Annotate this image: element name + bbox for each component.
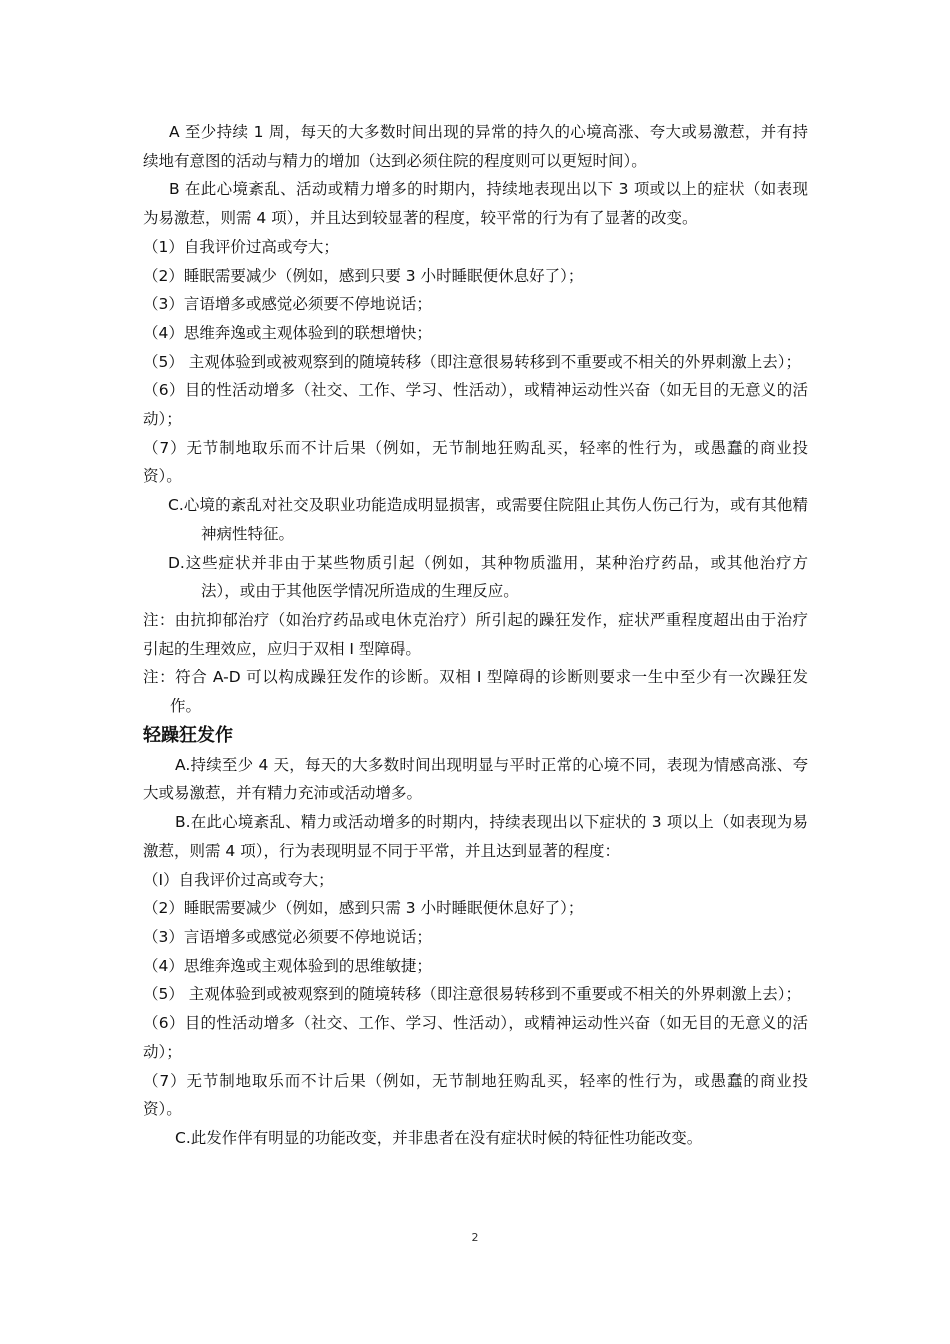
criterion-b: B.在此心境紊乱、精力或活动增多的时期内，持续表现出以下症状的 3 项以上（如表现为易激惹，则需 4 项），行为表现明显不同于平常，并且达到显著的程度： — [143, 813, 808, 860]
criterion-a: A.持续至少 4 天，每天的大多数时间出现明显与平时正常的心境不同，表现为情感高涨、夸大或易激惹，并有精力充沛或活动增多。 — [143, 755, 808, 803]
page-number: 2 — [471, 1231, 479, 1244]
symptom-item: （7）无节制地取乐而不计后果（例如，无节制地狂购乱买，轻率的性行为，或愚蠢的商业投资）。 — [143, 438, 808, 486]
criterion-b: B 在此心境紊乱、活动或精力增多的时期内，持续地表现出以下 3 项或以上的症状（如表现为易激惹，则需 4 项），并且达到较显著的程度，较平常的行为有了显著的改变。 — [143, 180, 808, 228]
symptom-item: （5） 主观体验到或被观察到的随境转移（即注意很易转移到不重要或不相关的外界刺激上去）； — [143, 985, 802, 1004]
symptom-item: （3）言语增多或感觉必须要不停地说话； — [143, 295, 432, 314]
symptom-item: （5） 主观体验到或被观察到的随境转移（即注意很易转移到不重要或不相关的外界刺激上去）； — [143, 352, 802, 371]
symptom-item: （4）思维奔逸或主观体验到的思维敏捷； — [143, 956, 432, 975]
note: 注：由抗抑郁治疗（如治疗药品或电休克治疗）所引起的躁狂发作，症状严重程度超出由于治疗引起的生理效应，应归于双相 I 型障碍。 — [143, 610, 808, 658]
symptom-item: （3）言语增多或感觉必须要不停地说话； — [143, 927, 432, 946]
symptom-item: （7）无节制地取乐而不计后果（例如，无节制地狂购乱买，轻率的性行为，或愚蠢的商业投资）。 — [143, 1071, 808, 1119]
symptom-item: （4）思维奔逸或主观体验到的联想增快； — [143, 323, 432, 342]
criterion-a: A 至少持续 1 周，每天的大多数时间出现的异常的持久的心境高涨、夸大或易激惹，并有持续地有意图的活动与精力的增加（达到必须住院的程度则可以更短时间）。 — [143, 123, 808, 170]
symptom-item: （1）自我评价过高或夸大； — [143, 237, 339, 256]
criterion-c: C.心境的紊乱对社交及职业功能造成明显损害，或需要住院阻止其伤人伤己行为，或有其他精神病性特征。 — [168, 496, 808, 543]
symptom-item: （2）睡眠需要减少（例如，感到只需 3 小时睡眠便休息好了）； — [143, 899, 584, 918]
note: 注：符合 A-D 可以构成躁狂发作的诊断。双相 I 型障碍的诊断则要求一生中至少有一次躁狂发作。 — [143, 668, 808, 716]
criterion-d: D.这些症状并非由于某些物质引起（例如，其种物质滥用，某种治疗药品，或其他治疗方法），或由于其他医学情况所造成的生理反应。 — [168, 553, 808, 601]
criterion-c: C.此发作伴有明显的功能改变，并非患者在没有症状时候的特征性功能改变。 — [175, 1128, 703, 1147]
document-body — [143, 118, 808, 1153]
symptom-item: （2）睡眠需要减少（例如，感到只要 3 小时睡眠便休息好了）； — [143, 266, 584, 285]
symptom-item: （6）目的性活动增多（社交、工作、学习、性活动），或精神运动性兴奋（如无目的无意义的活动）； — [143, 1014, 808, 1061]
symptom-item: （6）目的性活动增多（社交、工作、学习、性活动），或精神运动性兴奋（如无目的无意义的活动）； — [143, 381, 808, 429]
section-heading: 轻躁狂发作 — [143, 724, 233, 746]
symptom-item: （I）自我评价过高或夸大； — [143, 870, 334, 889]
